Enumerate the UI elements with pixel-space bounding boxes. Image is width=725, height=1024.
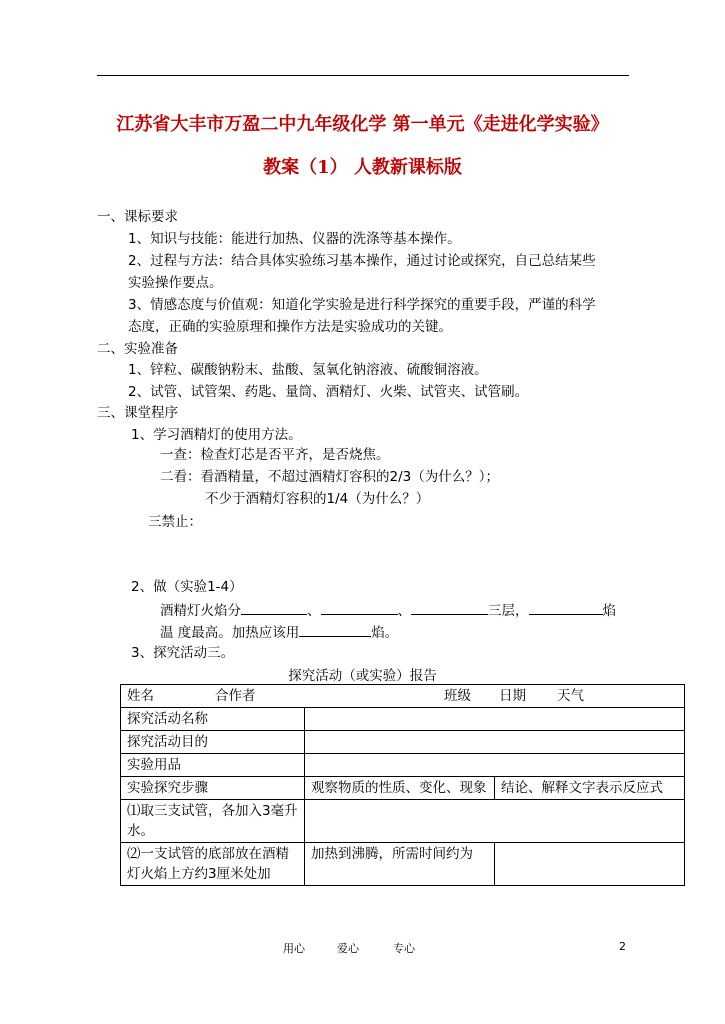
header-info-cell: [121, 685, 685, 708]
flame-text-d: 温 度最高。加热应该用: [160, 625, 300, 641]
supplies-label: 实验用品: [121, 754, 305, 777]
table-row: [121, 708, 685, 731]
table-row: [121, 685, 685, 708]
check-one: 一查：检查灯芯是否平齐，是否烧焦。: [160, 447, 390, 463]
section2-item1: 1、锌粒、碳酸钠粉末、盐酸、氢氧化钠溶液、硫酸铜溶液。: [128, 362, 488, 378]
step1-cell: ⑴取三支试管，各加入3毫升水。: [121, 800, 305, 843]
check-three: 三禁止：: [148, 514, 202, 530]
flame-sep-2: 、: [397, 603, 411, 619]
section1-item2a: 2、过程与方法：结合具体实验练习基本操作，通过讨论或探究，自己总结某些: [128, 253, 596, 269]
table-row: [121, 754, 685, 777]
flame-layers-line: [160, 600, 616, 620]
fill-blank-4[interactable]: [529, 600, 603, 615]
observe-header: 观察物质的性质、变化、现象: [305, 777, 495, 800]
fill-blank-2[interactable]: [321, 600, 398, 615]
flame-text-c: 焰: [602, 603, 616, 619]
section1-item1: 1、知识与技能：能进行加热、仪器的洗涤等基本操作。: [128, 231, 461, 247]
flame-text-b: 三层，: [488, 603, 529, 619]
step2-conclusion[interactable]: [495, 843, 685, 886]
report-table: [120, 684, 685, 886]
section1-item2b: 实验操作要点。: [128, 275, 223, 291]
footer-word-2: 爱心: [337, 942, 359, 955]
activity-purpose-label: 探究活动目的: [121, 731, 305, 754]
table-row: [121, 777, 685, 800]
section1-item3a: 3、情感态度与价值观：知道化学实验是进行科学探究的重要手段，严谨的科学: [128, 297, 596, 313]
steps-label: 实验探究步骤: [121, 777, 305, 800]
conclusion-header: 结论、解释文字表示反应式: [495, 777, 685, 800]
flame-text-a: 酒精灯火焰分: [160, 603, 241, 619]
section1-item3b: 态度，正确的实验原理和操作方法是实验成功的关键。: [128, 319, 452, 335]
page-number: 2: [619, 940, 626, 953]
flame-sep-1: 、: [307, 603, 321, 619]
check-two-b: 不少于酒精灯容积的1/4（为什么？）: [205, 491, 430, 507]
weather-label: 天气: [557, 688, 584, 704]
section3-item3: 3、探究活动三。: [131, 645, 235, 661]
table-row: [121, 843, 685, 886]
section3-item1: 1、学习酒精灯的使用方法。: [131, 427, 302, 443]
fill-blank-1[interactable]: [241, 600, 307, 615]
section1-heading: 一、课标要求: [97, 209, 178, 225]
section2-item2: 2、试管、试管架、药匙、量筒、酒精灯、火柴、试管夹、试管刷。: [128, 384, 529, 400]
step1-result[interactable]: [305, 800, 685, 843]
fill-blank-3[interactable]: [411, 600, 488, 615]
activity-name-label: 探究活动名称: [121, 708, 305, 731]
section3-heading: 三、课堂程序: [97, 405, 178, 421]
flame-heating-line: [160, 622, 398, 642]
document-title-line2: 教案（1） 人教新课标版: [263, 157, 462, 178]
document-title-line1: 江苏省大丰市万盈二中九年级化学 第一单元《走进化学实验》: [116, 114, 609, 135]
step2-cell: ⑵一支试管的底部放在酒精灯火焰上方约3厘米处加: [121, 843, 305, 886]
check-two-a: 二看：看酒精量，不超过酒精灯容积的2/3（为什么？）；: [160, 469, 499, 485]
section2-heading: 二、实验准备: [97, 341, 178, 357]
fill-blank-5[interactable]: [299, 622, 371, 637]
header-rule: [97, 75, 629, 76]
table-row: [121, 731, 685, 754]
table-row: [121, 800, 685, 843]
section3-item2: 2、做（实验1-4）: [131, 579, 243, 595]
partner-label: 合作者: [215, 688, 256, 704]
step2-observe: 加热到沸腾，所需时间约为: [305, 843, 495, 886]
date-label: 日期: [499, 688, 526, 704]
footer-word-3: 专心: [393, 942, 415, 955]
report-caption: 探究活动（或实验）报告: [288, 668, 437, 684]
class-label: 班级: [444, 688, 471, 704]
activity-purpose-value[interactable]: [305, 731, 685, 754]
activity-name-value[interactable]: [305, 708, 685, 731]
name-label: 姓名: [127, 688, 154, 704]
flame-text-e: 焰。: [371, 625, 399, 641]
supplies-value[interactable]: [305, 754, 685, 777]
footer-word-1: 用心: [283, 942, 305, 955]
